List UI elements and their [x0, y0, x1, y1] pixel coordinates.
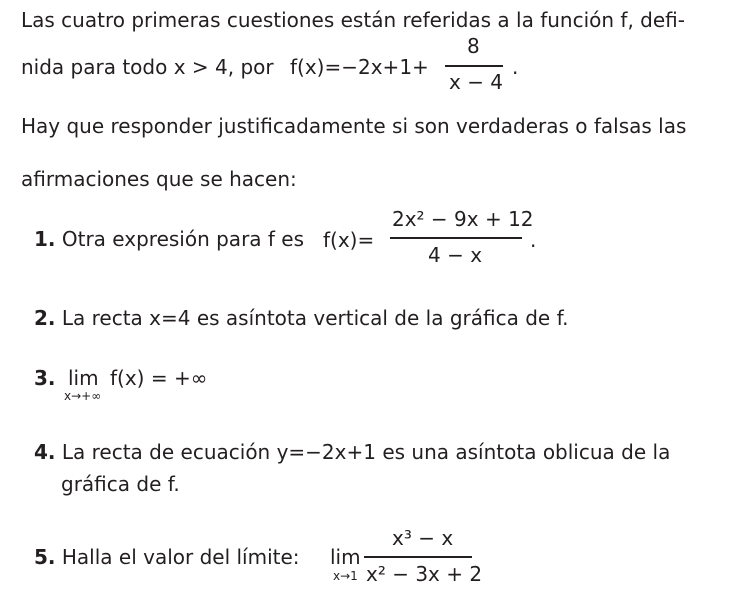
fraction-denominator: x² − 3x + 2 — [366, 562, 483, 586]
item-4-line-2: gráfica de f. — [61, 472, 180, 496]
fraction-denominator: x − 4 — [449, 70, 504, 94]
intro-line-1: Las cuatro primeras cuestiones están referidas a la función f, defi- — [21, 8, 685, 32]
intro-line-2 — [21, 55, 274, 79]
fraction-bar — [445, 65, 503, 67]
fraction-numerator: 8 — [467, 34, 480, 58]
item-2-text: La recta x=4 es asíntota vertical de la gráfica de f. — [61, 306, 569, 330]
item-3-expression: f(x) = +∞ — [110, 366, 208, 390]
function-definition-end: . — [512, 55, 519, 79]
intro-line-3: Hay que responder justificadamente si son verdaderas o falsas las — [21, 114, 687, 138]
item-number: 4. — [34, 440, 56, 464]
item-5-lim: lim — [330, 545, 361, 569]
item-number: 2. — [34, 306, 56, 330]
item-4-line-1: La recta de ecuación y=−2x+1 es una asíntota oblicua de la — [61, 440, 671, 464]
fraction-bar — [364, 556, 472, 558]
fraction-numerator: 2x² − 9x + 12 — [392, 207, 534, 231]
item-number: 1. — [34, 227, 56, 251]
item-1-end: . — [530, 228, 537, 252]
function-definition-fraction — [445, 34, 505, 96]
function-definition-lhs: f(x)=−2x+1+ — [290, 55, 429, 79]
item-1-lhs: f(x)= — [323, 228, 375, 252]
item-5-fraction — [364, 526, 483, 590]
item-1-text: Otra expresión para f es — [61, 227, 305, 251]
item-3-lim: lim — [68, 366, 99, 390]
fraction-bar — [390, 237, 522, 239]
item-5-lim-subscript: x→1 — [333, 569, 358, 583]
fraction-denominator: 4 − x — [428, 243, 483, 267]
item-number: 5. — [34, 545, 56, 569]
item-3-number: 3. — [34, 366, 56, 390]
item-1 — [34, 227, 304, 251]
intro-line-2-text: nida para todo x > 4, por — [21, 55, 274, 79]
fraction-numerator: x³ − x — [392, 526, 454, 550]
item-3-lim-subscript: x→+∞ — [64, 389, 102, 403]
item-1-fraction — [390, 207, 534, 271]
item-4 — [34, 440, 670, 464]
item-2 — [34, 306, 569, 330]
intro-line-4: afirmaciones que se hacen: — [21, 167, 297, 191]
item-5 — [34, 545, 300, 569]
item-5-text: Halla el valor del límite: — [61, 545, 300, 569]
